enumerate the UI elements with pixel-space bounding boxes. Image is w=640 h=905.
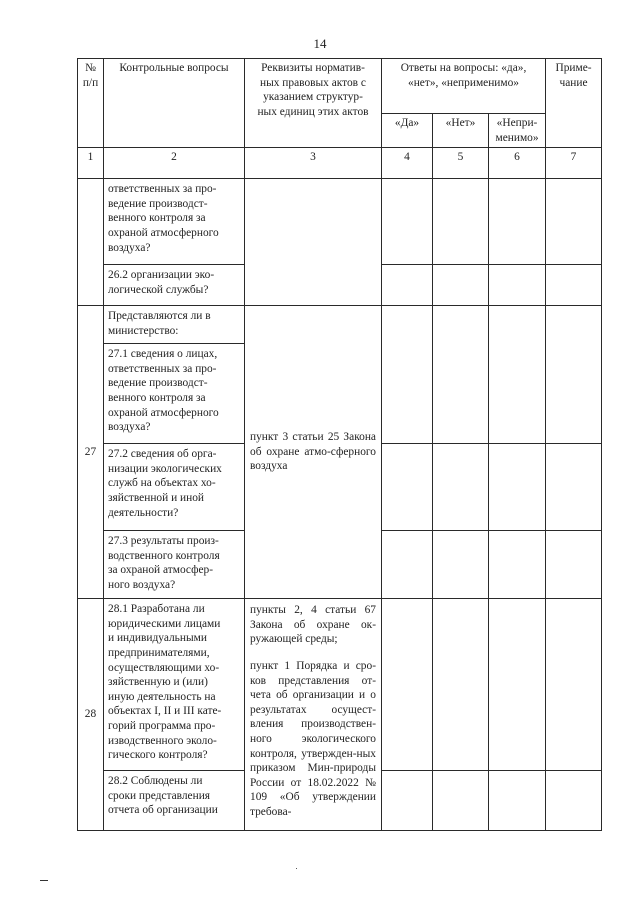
answer-no-27-1[interactable] — [433, 306, 489, 444]
answer-yes-28-1[interactable] — [382, 599, 433, 771]
reference-28-a: пункты 2, 4 статьи 67 Закона об охране ок-ружающей среды; — [250, 604, 376, 646]
note-28-1[interactable] — [546, 599, 602, 771]
scan-dot — [296, 868, 297, 869]
note-27-3[interactable] — [546, 531, 602, 599]
answer-na-26-1[interactable] — [489, 179, 546, 265]
header-na: «Непри- менимо» — [489, 114, 546, 148]
row-27-num: 27 — [78, 306, 104, 599]
reference-27: пункт 3 статьи 25 Закона об охране атмо-сферного воздуха — [245, 306, 382, 599]
reference-28-b: пункт 1 Порядка и сро-ков представления от-чета об организации и о результатах осущест-вления производствен-ного экологического контроля, утвержден-ных приказом Мин-природы России от 18.02.2022 № 109 «Об утверждении требова- — [250, 659, 376, 818]
answer-yes-27-1[interactable] — [382, 306, 433, 444]
reference-26 — [245, 179, 382, 306]
note-27-1[interactable] — [546, 306, 602, 444]
col-number-3: 3 — [245, 148, 382, 179]
col-number-5: 5 — [433, 148, 489, 179]
answer-no-28-1[interactable] — [433, 599, 489, 771]
question-26-2: 26.2 организации эко- логической службы? — [104, 265, 245, 306]
answer-no-28-2[interactable] — [433, 771, 489, 831]
answer-na-28-2[interactable] — [489, 771, 546, 831]
header-note: Приме- чание — [546, 59, 602, 148]
question-27-intro: Представляются ли в министерство: — [104, 306, 245, 344]
question-27-1: 27.1 сведения о лицах, ответственных за про- ведение производст- венного контроля за охраной атмосферного воздуха? — [104, 344, 245, 444]
answer-yes-26-1[interactable] — [382, 179, 433, 265]
checklist-table — [77, 58, 602, 831]
row-28-num: 28 — [78, 599, 104, 831]
question-26-cont: ответственных за про- ведение производст- венного контроля за охраной атмосферного воздуха? — [104, 179, 245, 265]
row-26-num — [78, 179, 104, 306]
header-requisites: Реквизиты норматив- ных правовых актов с указанием структур- ных единиц этих актов — [245, 59, 382, 148]
question-28-2: 28.2 Соблюдены ли сроки представления отчета об организации — [104, 771, 245, 831]
page-number: 14 — [313, 36, 327, 51]
header-num: № п/п — [78, 59, 104, 148]
answer-yes-27-2[interactable] — [382, 444, 433, 531]
answer-no-27-3[interactable] — [433, 531, 489, 599]
reference-28 — [245, 599, 382, 831]
scan-mark — [40, 880, 48, 881]
answer-yes-27-3[interactable] — [382, 531, 433, 599]
header-no: «Нет» — [433, 114, 489, 148]
header-answers-group: Ответы на вопросы: «да», «нет», «неприменимо» — [382, 59, 546, 114]
answer-no-27-2[interactable] — [433, 444, 489, 531]
answer-yes-26-2[interactable] — [382, 265, 433, 306]
answer-na-26-2[interactable] — [489, 265, 546, 306]
header-yes: «Да» — [382, 114, 433, 148]
answer-no-26-1[interactable] — [433, 179, 489, 265]
note-27-2[interactable] — [546, 444, 602, 531]
header-questions: Контрольные вопросы — [104, 59, 245, 148]
col-number-2: 2 — [104, 148, 245, 179]
col-number-7: 7 — [546, 148, 602, 179]
note-28-2[interactable] — [546, 771, 602, 831]
col-number-4: 4 — [382, 148, 433, 179]
question-27-2: 27.2 сведения об орга- низации экологических служб на объектах хо- зяйственной и иной деятельности? — [104, 444, 245, 531]
answer-no-26-2[interactable] — [433, 265, 489, 306]
answer-yes-28-2[interactable] — [382, 771, 433, 831]
answer-na-27-3[interactable] — [489, 531, 546, 599]
note-26-2[interactable] — [546, 265, 602, 306]
question-27-3: 27.3 результаты произ- водственного контроля за охраной атмосфер- ного воздуха? — [104, 531, 245, 599]
answer-na-27-2[interactable] — [489, 444, 546, 531]
answer-na-28-1[interactable] — [489, 599, 546, 771]
note-26-1[interactable] — [546, 179, 602, 265]
col-number-6: 6 — [489, 148, 546, 179]
question-28-1: 28.1 Разработана ли юридическими лицами и индивидуальными предпринимателями, осуществляющими хо- зяйственную и (или) иную деятельность на объектах I, II и III кате- горий программа про- изводственного эколо- гического контроля? — [104, 599, 245, 771]
answer-na-27-1[interactable] — [489, 306, 546, 444]
col-number-1: 1 — [78, 148, 104, 179]
